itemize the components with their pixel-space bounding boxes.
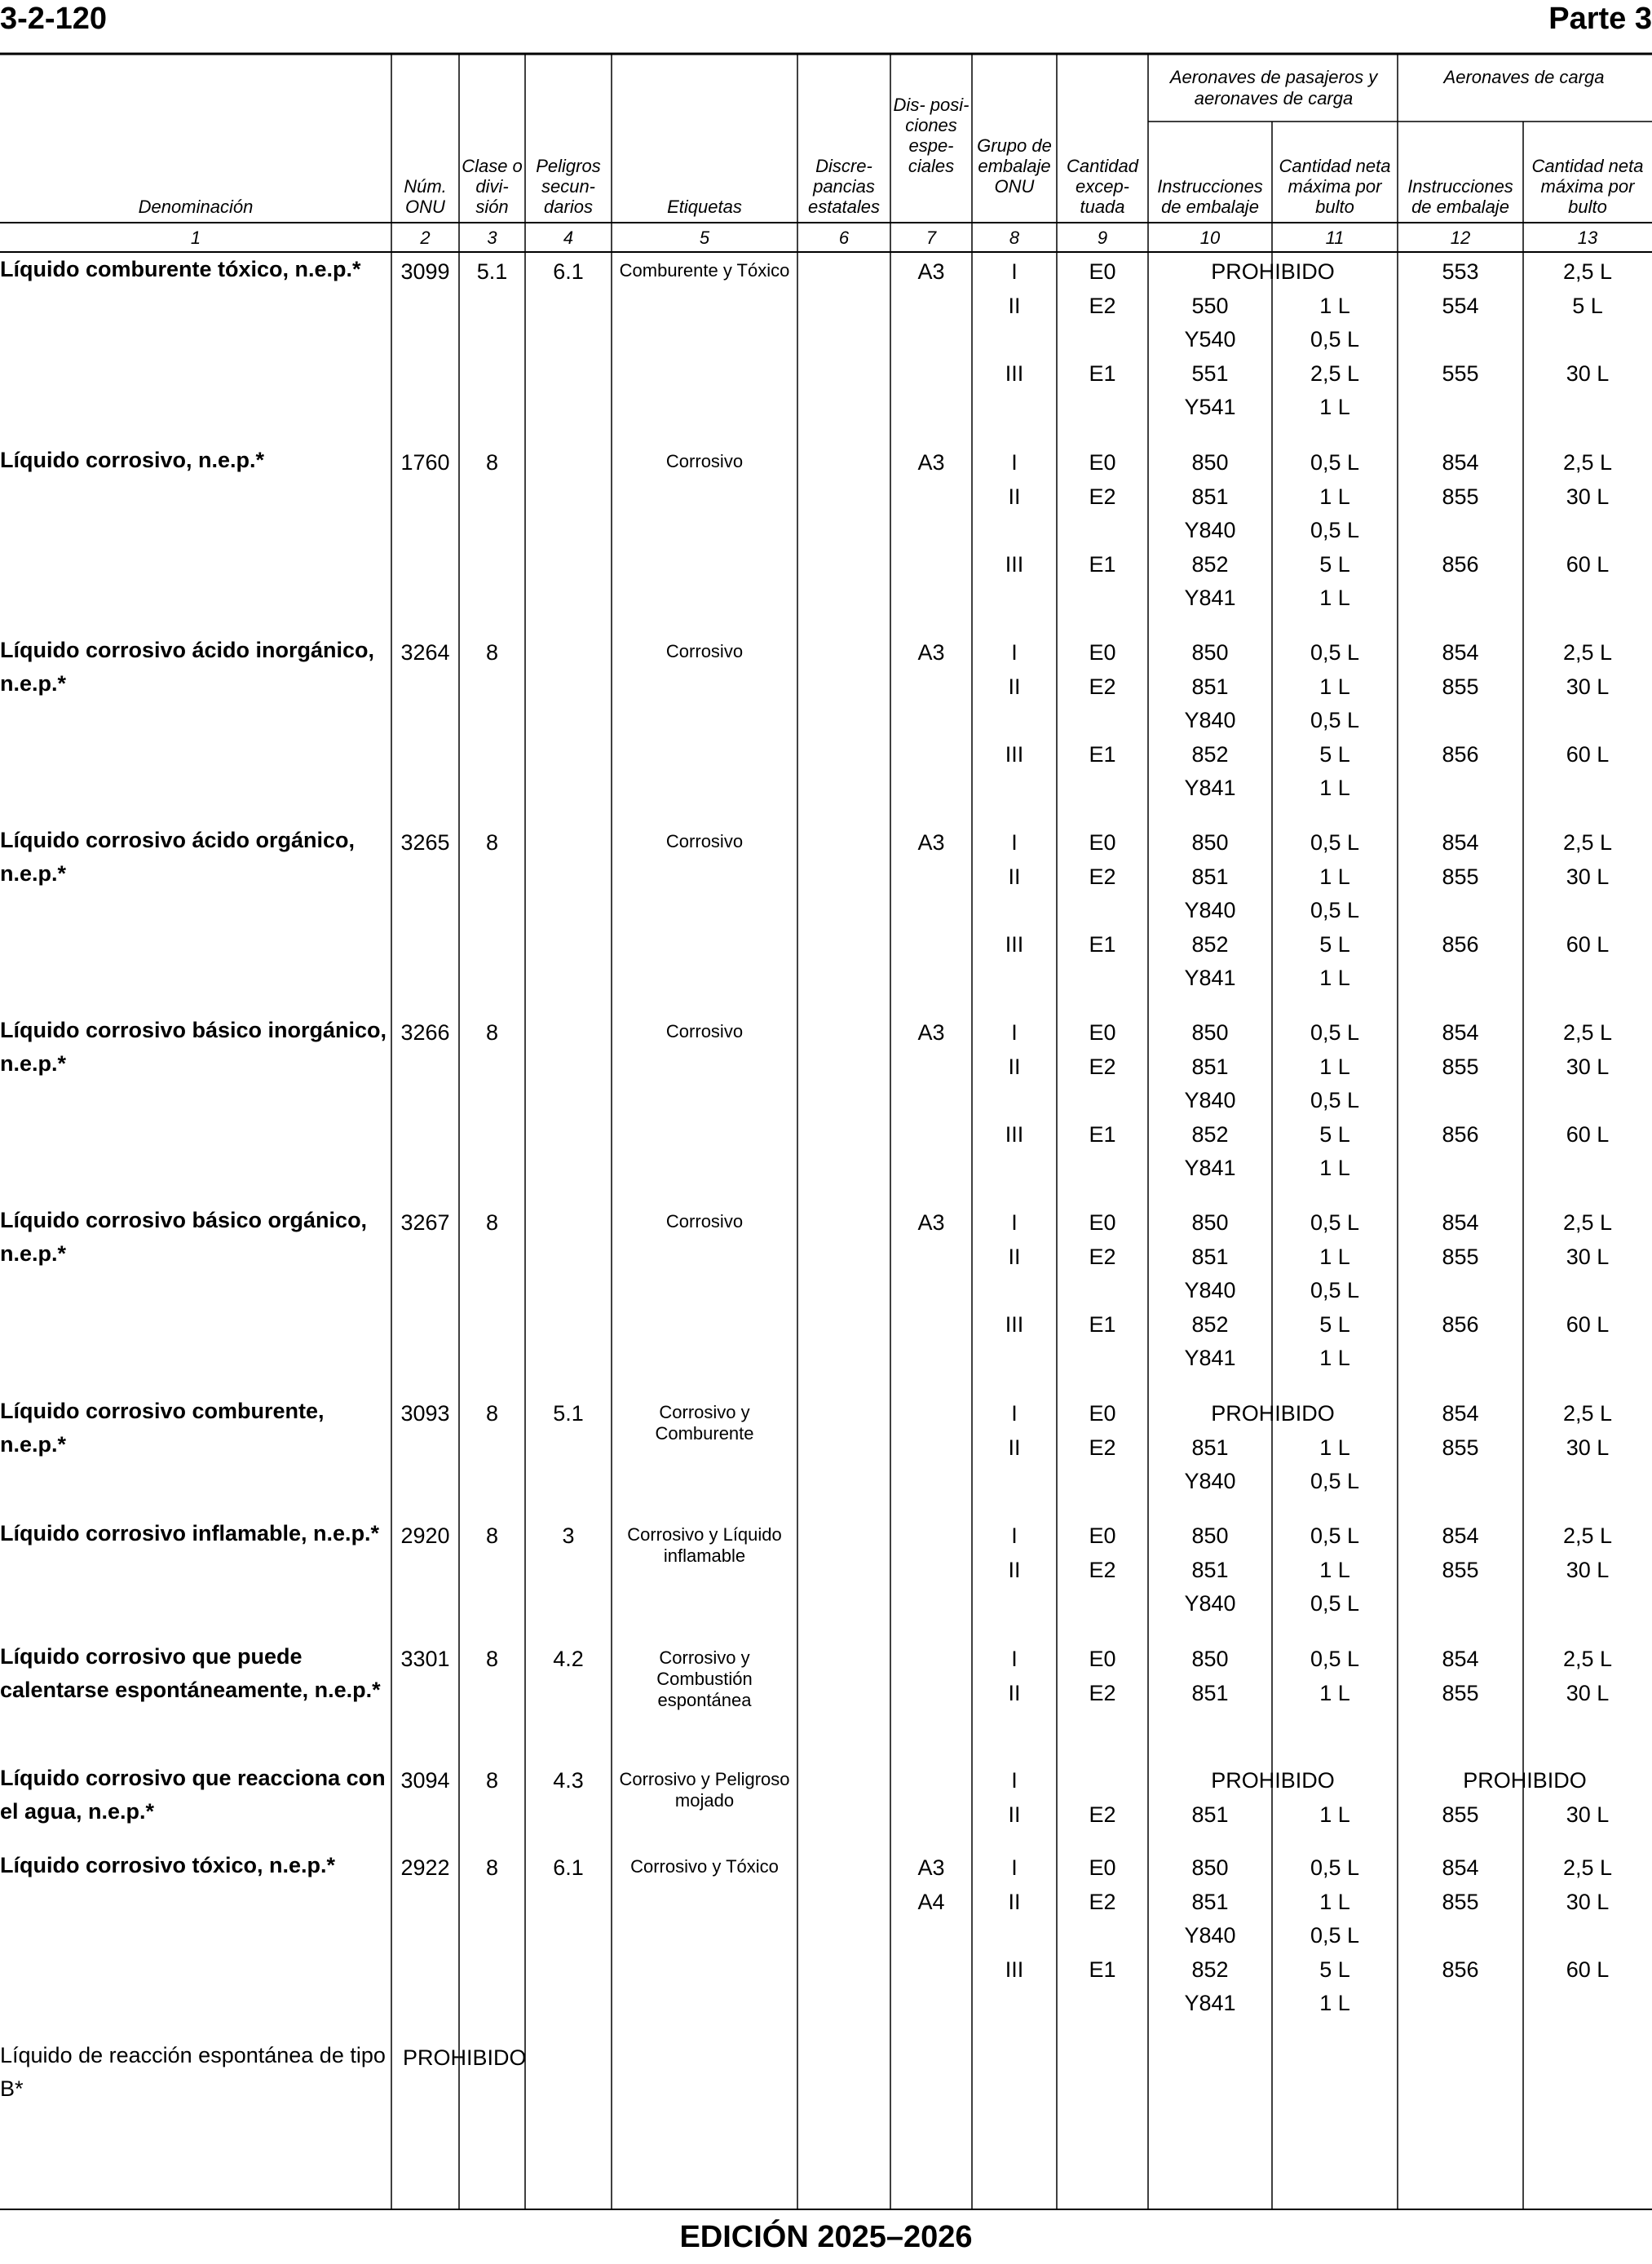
packing-group: III xyxy=(1005,360,1024,386)
class-division: 8 xyxy=(485,1855,499,1880)
packing-group: II xyxy=(1008,1802,1021,1827)
cargo-max-quantity: 2,5 L xyxy=(1562,1020,1613,1045)
passenger-packing-instruction: Y840 xyxy=(1184,1278,1236,1303)
entry-name: Líquido corrosivo ácido inorgánico, n.e.p.* xyxy=(0,638,375,696)
passenger-max-quantity: 1 L xyxy=(1319,1346,1350,1371)
special-provision: A3 xyxy=(917,259,945,284)
excepted-quantity: E1 xyxy=(1089,1311,1116,1337)
entry-name: Líquido corrosivo inflamable, n.e.p.* xyxy=(0,1521,380,1545)
entry-name: Líquido corrosivo que reacciona con el agua, n.e.p.* xyxy=(0,1766,386,1824)
packing-group: I xyxy=(1011,450,1018,475)
class-division: 5.1 xyxy=(476,259,508,284)
passenger-max-quantity: 1 L xyxy=(1319,1991,1350,2016)
special-provision: A3 xyxy=(917,830,945,855)
class-division: 8 xyxy=(485,1768,499,1793)
cargo-packing-instruction: 855 xyxy=(1442,674,1479,699)
cargo-packing-instruction: 553 xyxy=(1442,259,1479,284)
passenger-max-quantity: 1 L xyxy=(1319,1156,1350,1181)
special-provision: A3 xyxy=(917,450,945,475)
column-number-3: 3 xyxy=(487,228,497,248)
passenger-packing-instruction: Y840 xyxy=(1184,1088,1236,1113)
packing-group: III xyxy=(1005,551,1024,577)
packing-group: I xyxy=(1011,830,1018,855)
cargo-max-quantity: 2,5 L xyxy=(1562,1855,1613,1880)
un-number: 1760 xyxy=(400,450,450,475)
cargo-max-quantity: 30 L xyxy=(1566,674,1610,699)
passenger-max-quantity: 0,5 L xyxy=(1310,1523,1360,1548)
passenger-packing-instruction: 850 xyxy=(1191,1020,1229,1045)
un-number: 3265 xyxy=(400,830,450,855)
passenger-packing-instruction: 850 xyxy=(1191,1647,1229,1671)
cargo-packing-instruction: 856 xyxy=(1442,931,1479,957)
passenger-max-quantity: 1 L xyxy=(1319,1680,1350,1705)
passenger-max-quantity: 0,5 L xyxy=(1310,1647,1360,1671)
passenger-packing-instruction: 851 xyxy=(1191,1802,1229,1827)
packing-group: I xyxy=(1011,1647,1018,1671)
entry-name: Líquido de reacción espontánea de tipo B* xyxy=(0,2043,386,2101)
class-division: 8 xyxy=(485,1210,499,1235)
group-header-passenger: Aeronaves de pasajeros y aeronaves de carga xyxy=(1169,67,1378,108)
edition-footer: EDICIÓN 2025–2026 xyxy=(679,2220,973,2254)
packing-group: I xyxy=(1011,1210,1018,1235)
un-number: 3094 xyxy=(400,1768,450,1793)
excepted-quantity: E0 xyxy=(1089,830,1116,855)
column-header-6: Discre- pancias estatales xyxy=(807,156,881,217)
column-header-1: Denominación xyxy=(138,197,254,217)
passenger-packing-instruction: 851 xyxy=(1191,1680,1229,1705)
packing-group: III xyxy=(1005,741,1024,767)
passenger-packing-instruction: 551 xyxy=(1191,360,1229,386)
cargo-packing-instruction: 856 xyxy=(1442,1121,1479,1147)
excepted-quantity: E2 xyxy=(1089,1802,1116,1827)
column-header-2: Núm. ONU xyxy=(404,176,447,217)
excepted-quantity: E2 xyxy=(1089,484,1116,509)
column-number-12: 12 xyxy=(1450,228,1471,248)
passenger-max-quantity: 5 L xyxy=(1319,1957,1350,1982)
packing-group: I xyxy=(1011,1020,1018,1045)
cargo-max-quantity: 60 L xyxy=(1566,931,1610,957)
cargo-max-quantity: 30 L xyxy=(1566,1244,1610,1269)
entry-name: Líquido corrosivo ácido orgánico, n.e.p.* xyxy=(0,828,356,886)
hazard-labels: Corrosivo xyxy=(665,451,744,471)
packing-group: I xyxy=(1011,1855,1018,1880)
un-number: 2920 xyxy=(400,1523,450,1548)
passenger-packing-instruction: 850 xyxy=(1191,1210,1229,1235)
passenger-packing-instruction: Y840 xyxy=(1184,1591,1236,1616)
cargo-max-quantity: 60 L xyxy=(1566,551,1610,577)
class-division: 8 xyxy=(485,830,499,855)
special-provision: A3 xyxy=(917,1020,945,1045)
column-number-11: 11 xyxy=(1325,228,1345,248)
un-number: 3093 xyxy=(400,1401,450,1426)
passenger-packing-instruction: 850 xyxy=(1191,1855,1229,1880)
cargo-packing-instruction: 855 xyxy=(1442,1557,1479,1582)
entry-name: Líquido corrosivo básico orgánico, n.e.p.* xyxy=(0,1208,368,1266)
passenger-max-quantity: 1 L xyxy=(1319,1889,1350,1914)
cargo-packing-instruction: 854 xyxy=(1442,830,1479,855)
packing-group: I xyxy=(1011,1768,1018,1793)
cargo-max-quantity: 2,5 L xyxy=(1562,1523,1613,1548)
cargo-packing-instruction: 854 xyxy=(1442,1020,1479,1045)
passenger-max-quantity: 1 L xyxy=(1319,1435,1350,1460)
un-number: 3267 xyxy=(400,1210,450,1235)
passenger-max-quantity: 2,5 L xyxy=(1310,360,1360,386)
cargo-max-quantity: 2,5 L xyxy=(1562,640,1613,665)
packing-group: II xyxy=(1008,1244,1021,1269)
excepted-quantity: E0 xyxy=(1089,259,1116,284)
cargo-max-quantity: 2,5 L xyxy=(1562,450,1613,475)
passenger-max-quantity: 1 L xyxy=(1319,1802,1350,1827)
passenger-prohibited: PROHIBIDO xyxy=(1211,1401,1335,1426)
entry-name: Líquido corrosivo tóxico, n.e.p.* xyxy=(0,1853,336,1877)
column-number-13: 13 xyxy=(1577,228,1598,248)
packing-group: II xyxy=(1008,293,1021,318)
passenger-max-quantity: 0,5 L xyxy=(1310,450,1360,475)
cargo-packing-instruction: 554 xyxy=(1442,293,1479,318)
excepted-quantity: E2 xyxy=(1089,1435,1116,1460)
passenger-max-quantity: 1 L xyxy=(1319,484,1350,509)
special-provision: A4 xyxy=(917,1889,945,1914)
cargo-packing-instruction: 855 xyxy=(1442,1889,1479,1914)
passenger-max-quantity: 0,5 L xyxy=(1310,1469,1360,1494)
packing-group: III xyxy=(1005,1121,1024,1147)
hazard-labels: Corrosivo xyxy=(665,1211,744,1231)
subsidiary-hazard: 3 xyxy=(562,1523,575,1548)
packing-group: II xyxy=(1008,484,1021,509)
passenger-max-quantity: 1 L xyxy=(1319,1244,1350,1269)
class-division: 8 xyxy=(485,1523,499,1548)
class-division: 8 xyxy=(485,1647,499,1671)
passenger-packing-instruction: Y541 xyxy=(1184,395,1236,420)
passenger-max-quantity: 1 L xyxy=(1319,1054,1350,1079)
passenger-max-quantity: 0,5 L xyxy=(1310,1923,1360,1948)
excepted-quantity: E2 xyxy=(1089,674,1116,699)
packing-group: I xyxy=(1011,640,1018,665)
cargo-packing-instruction: 855 xyxy=(1442,1244,1479,1269)
cargo-max-quantity: 60 L xyxy=(1566,741,1610,767)
cargo-max-quantity: 30 L xyxy=(1566,360,1610,386)
special-provision: A3 xyxy=(917,640,945,665)
packing-group: II xyxy=(1008,674,1021,699)
passenger-max-quantity: 5 L xyxy=(1319,1311,1350,1337)
passenger-max-quantity: 0,5 L xyxy=(1310,640,1360,665)
subsidiary-hazard: 6.1 xyxy=(553,259,584,284)
hazard-labels: Corrosivo xyxy=(665,1021,744,1041)
passenger-packing-instruction: 850 xyxy=(1191,450,1229,475)
passenger-max-quantity: 1 L xyxy=(1319,586,1350,611)
passenger-prohibited: PROHIBIDO xyxy=(1211,1768,1335,1793)
column-header-12: Instrucciones de embalaje xyxy=(1407,176,1513,217)
cargo-packing-instruction: 854 xyxy=(1442,640,1479,665)
un-number: 3264 xyxy=(400,640,450,665)
column-number-9: 9 xyxy=(1097,228,1108,248)
passenger-packing-instruction: Y840 xyxy=(1184,1469,1236,1494)
page-number: 3-2-120 xyxy=(0,2,107,36)
entry-name: Líquido corrosivo comburente, n.e.p.* xyxy=(0,1399,325,1457)
excepted-quantity: E0 xyxy=(1089,1020,1116,1045)
passenger-packing-instruction: 851 xyxy=(1191,1054,1229,1079)
cargo-packing-instruction: 855 xyxy=(1442,1802,1479,1827)
passenger-max-quantity: 0,5 L xyxy=(1310,830,1360,855)
passenger-max-quantity: 0,5 L xyxy=(1310,898,1360,923)
excepted-quantity: E1 xyxy=(1089,1121,1116,1147)
cargo-packing-instruction: 855 xyxy=(1442,864,1479,889)
packing-group: III xyxy=(1005,1311,1024,1337)
passenger-max-quantity: 1 L xyxy=(1319,674,1350,699)
excepted-quantity: E1 xyxy=(1089,360,1116,386)
cargo-packing-instruction: 555 xyxy=(1442,360,1479,386)
excepted-quantity: E2 xyxy=(1089,1054,1116,1079)
cargo-max-quantity: 30 L xyxy=(1566,1889,1610,1914)
excepted-quantity: E2 xyxy=(1089,1680,1116,1705)
passenger-packing-instruction: Y840 xyxy=(1184,898,1236,923)
cargo-max-quantity: 30 L xyxy=(1566,864,1610,889)
excepted-quantity: E1 xyxy=(1089,741,1116,767)
column-number-4: 4 xyxy=(563,228,574,248)
passenger-packing-instruction: 852 xyxy=(1191,1121,1229,1147)
packing-group: I xyxy=(1011,1523,1018,1548)
excepted-quantity: E2 xyxy=(1089,1889,1116,1914)
passenger-packing-instruction: 851 xyxy=(1191,1557,1229,1582)
class-division: 8 xyxy=(485,640,499,665)
passenger-packing-instruction: Y840 xyxy=(1184,1923,1236,1948)
group-header-cargo: Aeronaves de carga xyxy=(1443,67,1605,87)
excepted-quantity: E2 xyxy=(1089,1557,1116,1582)
entry-name: Líquido corrosivo, n.e.p.* xyxy=(0,448,265,472)
part-label: Parte 3 xyxy=(1548,2,1652,36)
passenger-packing-instruction: 852 xyxy=(1191,931,1229,957)
cargo-max-quantity: 5 L xyxy=(1572,293,1603,318)
cargo-max-quantity: 2,5 L xyxy=(1562,1401,1613,1426)
passenger-prohibited: PROHIBIDO xyxy=(1211,259,1335,284)
passenger-max-quantity: 0,5 L xyxy=(1310,1591,1360,1616)
column-header-13: Cantidad neta máxima por bulto xyxy=(1531,156,1644,217)
cargo-packing-instruction: 854 xyxy=(1442,1401,1479,1426)
excepted-quantity: E1 xyxy=(1089,1957,1116,1982)
class-division: 8 xyxy=(485,1020,499,1045)
cargo-packing-instruction: 854 xyxy=(1442,1210,1479,1235)
column-header-9: Cantidad excep- tuada xyxy=(1066,156,1139,217)
cargo-max-quantity: 30 L xyxy=(1566,1680,1610,1705)
class-division: 8 xyxy=(485,450,499,475)
packing-group: II xyxy=(1008,1889,1021,1914)
column-number-6: 6 xyxy=(838,228,850,248)
passenger-packing-instruction: Y841 xyxy=(1184,1156,1236,1181)
excepted-quantity: E0 xyxy=(1089,1647,1116,1671)
passenger-packing-instruction: Y841 xyxy=(1184,1346,1236,1371)
hazard-labels: Corrosivo y Peligroso mojado xyxy=(619,1769,790,1811)
excepted-quantity: E0 xyxy=(1089,1210,1116,1235)
passenger-packing-instruction: 850 xyxy=(1191,1523,1229,1548)
cargo-max-quantity: 30 L xyxy=(1566,1557,1610,1582)
cargo-packing-instruction: 855 xyxy=(1442,484,1479,509)
cargo-max-quantity: 30 L xyxy=(1566,484,1610,509)
passenger-packing-instruction: 851 xyxy=(1191,1435,1229,1460)
passenger-max-quantity: 0,5 L xyxy=(1310,1210,1360,1235)
passenger-max-quantity: 1 L xyxy=(1319,1557,1350,1582)
passenger-packing-instruction: 852 xyxy=(1191,741,1229,767)
passenger-packing-instruction: 852 xyxy=(1191,551,1229,577)
excepted-quantity: E0 xyxy=(1089,450,1116,475)
column-header-4: Peligros secun- darios xyxy=(536,156,601,217)
passenger-packing-instruction: 850 xyxy=(1191,830,1229,855)
passenger-packing-instruction: 851 xyxy=(1191,484,1229,509)
subsidiary-hazard: 4.3 xyxy=(553,1768,584,1793)
packing-group: I xyxy=(1011,259,1018,284)
cargo-packing-instruction: 856 xyxy=(1442,1957,1479,1982)
passenger-max-quantity: 0,5 L xyxy=(1310,1855,1360,1880)
un-number: 3099 xyxy=(400,259,450,284)
passenger-max-quantity: 0,5 L xyxy=(1310,708,1360,733)
un-number: 2922 xyxy=(400,1855,450,1880)
passenger-max-quantity: 1 L xyxy=(1319,776,1350,801)
cargo-max-quantity: 2,5 L xyxy=(1562,259,1613,284)
hazard-labels: Corrosivo xyxy=(665,641,744,661)
cargo-max-quantity: 60 L xyxy=(1566,1311,1610,1337)
passenger-max-quantity: 1 L xyxy=(1319,293,1350,318)
cargo-max-quantity: 30 L xyxy=(1566,1435,1610,1460)
passenger-max-quantity: 0,5 L xyxy=(1310,1088,1360,1113)
cargo-packing-instruction: 854 xyxy=(1442,450,1479,475)
excepted-quantity: E0 xyxy=(1089,640,1116,665)
passenger-packing-instruction: Y841 xyxy=(1184,1991,1236,2016)
excepted-quantity: E2 xyxy=(1089,1244,1116,1269)
excepted-quantity: E0 xyxy=(1089,1401,1116,1426)
cargo-packing-instruction: 854 xyxy=(1442,1647,1479,1671)
passenger-max-quantity: 5 L xyxy=(1319,1121,1350,1147)
subsidiary-hazard: 4.2 xyxy=(553,1647,584,1671)
passenger-max-quantity: 1 L xyxy=(1319,966,1350,991)
passenger-max-quantity: 1 L xyxy=(1319,395,1350,420)
passenger-packing-instruction: 851 xyxy=(1191,674,1229,699)
prohibited-all: PROHIBIDO xyxy=(403,2045,527,2070)
cargo-max-quantity: 30 L xyxy=(1566,1054,1610,1079)
cargo-max-quantity: 2,5 L xyxy=(1562,1647,1613,1671)
hazard-labels: Corrosivo y Líquido inflamable xyxy=(627,1524,782,1566)
column-number-8: 8 xyxy=(1009,228,1020,248)
passenger-packing-instruction: Y841 xyxy=(1184,966,1236,991)
cargo-packing-instruction: 856 xyxy=(1442,551,1479,577)
cargo-packing-instruction: 855 xyxy=(1442,1435,1479,1460)
passenger-max-quantity: 5 L xyxy=(1319,931,1350,957)
cargo-max-quantity: 2,5 L xyxy=(1562,830,1613,855)
cargo-packing-instruction: 854 xyxy=(1442,1523,1479,1548)
class-division: 8 xyxy=(485,1401,499,1426)
passenger-max-quantity: 0,5 L xyxy=(1310,1020,1360,1045)
cargo-packing-instruction: 856 xyxy=(1442,741,1479,767)
excepted-quantity: E2 xyxy=(1089,864,1116,889)
packing-group: II xyxy=(1008,864,1021,889)
passenger-max-quantity: 0,5 L xyxy=(1310,1278,1360,1303)
passenger-packing-instruction: Y841 xyxy=(1184,776,1236,801)
packing-group: II xyxy=(1008,1557,1021,1582)
passenger-packing-instruction: 852 xyxy=(1191,1957,1229,1982)
passenger-max-quantity: 1 L xyxy=(1319,864,1350,889)
hazard-labels: Corrosivo y Combustión espontánea xyxy=(656,1647,753,1710)
excepted-quantity: E1 xyxy=(1089,551,1116,577)
passenger-max-quantity: 5 L xyxy=(1319,741,1350,767)
passenger-max-quantity: 0,5 L xyxy=(1310,518,1360,543)
passenger-packing-instruction: 550 xyxy=(1191,293,1229,318)
entry-name: Líquido comburente tóxico, n.e.p.* xyxy=(0,257,361,281)
cargo-max-quantity: 60 L xyxy=(1566,1957,1610,1982)
excepted-quantity: E0 xyxy=(1089,1523,1116,1548)
cargo-max-quantity: 60 L xyxy=(1566,1121,1610,1147)
passenger-max-quantity: 5 L xyxy=(1319,551,1350,577)
packing-group: III xyxy=(1005,1957,1024,1982)
un-number: 3301 xyxy=(400,1647,450,1671)
column-number-2: 2 xyxy=(420,228,431,248)
passenger-max-quantity: 0,5 L xyxy=(1310,327,1360,352)
packing-group: II xyxy=(1008,1680,1021,1705)
entry-name: Líquido corrosivo básico inorgánico, n.e.p.* xyxy=(0,1018,387,1076)
cargo-packing-instruction: 854 xyxy=(1442,1855,1479,1880)
entry-name: Líquido corrosivo que puede calentarse espontáneamente, n.e.p.* xyxy=(0,1644,381,1702)
subsidiary-hazard: 6.1 xyxy=(553,1855,584,1880)
packing-group: I xyxy=(1011,1401,1018,1426)
hazard-labels: Corrosivo y Tóxico xyxy=(630,1856,779,1877)
passenger-packing-instruction: 852 xyxy=(1191,1311,1229,1337)
passenger-packing-instruction: 851 xyxy=(1191,1244,1229,1269)
cargo-max-quantity: 30 L xyxy=(1566,1802,1610,1827)
column-number-10: 10 xyxy=(1199,228,1221,248)
excepted-quantity: E1 xyxy=(1089,931,1116,957)
special-provision: A3 xyxy=(917,1855,945,1880)
packing-group: II xyxy=(1008,1435,1021,1460)
column-header-10: Instrucciones de embalaje xyxy=(1157,176,1263,217)
subsidiary-hazard: 5.1 xyxy=(553,1401,584,1426)
passenger-packing-instruction: 851 xyxy=(1191,864,1229,889)
cargo-packing-instruction: 855 xyxy=(1442,1680,1479,1705)
cargo-max-quantity: 2,5 L xyxy=(1562,1210,1613,1235)
column-header-8: Grupo de embalaje ONU xyxy=(977,135,1052,197)
hazard-labels: Corrosivo xyxy=(665,831,744,851)
column-header-3: Clase o divi- sión xyxy=(462,156,523,217)
hazard-labels: Comburente y Tóxico xyxy=(619,260,790,281)
column-number-7: 7 xyxy=(925,228,937,248)
special-provision: A3 xyxy=(917,1210,945,1235)
cargo-packing-instruction: 856 xyxy=(1442,1311,1479,1337)
passenger-packing-instruction: Y540 xyxy=(1184,327,1236,352)
un-number: 3266 xyxy=(400,1020,450,1045)
hazard-labels: Corrosivo y Comburente xyxy=(655,1402,754,1444)
cargo-packing-instruction: 855 xyxy=(1442,1054,1479,1079)
packing-group: III xyxy=(1005,931,1024,957)
cargo-prohibited: PROHIBIDO xyxy=(1463,1768,1587,1793)
passenger-packing-instruction: Y840 xyxy=(1184,518,1236,543)
excepted-quantity: E2 xyxy=(1089,293,1116,318)
packing-group: II xyxy=(1008,1054,1021,1079)
passenger-packing-instruction: Y841 xyxy=(1184,586,1236,611)
passenger-packing-instruction: Y840 xyxy=(1184,708,1236,733)
excepted-quantity: E0 xyxy=(1089,1855,1116,1880)
column-number-1: 1 xyxy=(190,228,201,248)
column-header-7: Dis- posi- ciones espe- ciales xyxy=(893,95,970,176)
passenger-packing-instruction: 850 xyxy=(1191,640,1229,665)
column-header-5: Etiquetas xyxy=(667,197,742,217)
passenger-packing-instruction: 851 xyxy=(1191,1889,1229,1914)
column-number-5: 5 xyxy=(699,228,710,248)
column-header-11: Cantidad neta máxima por bulto xyxy=(1279,156,1391,217)
